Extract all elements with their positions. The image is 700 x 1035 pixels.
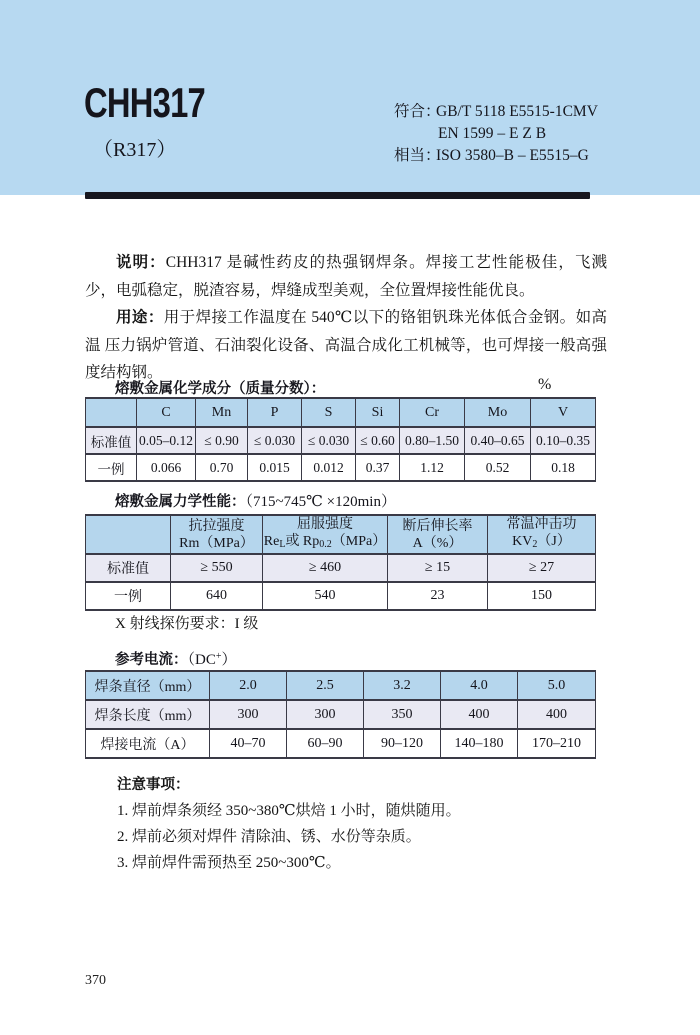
- text-segment: 2: [532, 539, 538, 550]
- table-row: [86, 700, 596, 729]
- paragraph-label: 说明：: [116, 254, 166, 271]
- table-cell: ≤ 0.60: [356, 427, 400, 454]
- column-header: [488, 515, 596, 554]
- current-table-title: [115, 648, 237, 669]
- column-header: Mn: [196, 398, 248, 427]
- table-row: [86, 671, 596, 700]
- table-cell: 0.015: [248, 454, 302, 481]
- table-row: [86, 554, 596, 582]
- text-segment: 0.2: [319, 539, 332, 550]
- text-segment: 或 Rp: [285, 534, 320, 549]
- mech-table-head: [86, 515, 596, 554]
- column-header: [388, 515, 488, 554]
- table-cell: ≤ 0.030: [248, 427, 302, 454]
- table-cell: 0.10–0.35: [531, 427, 596, 454]
- header-line-1: 抗拉强度: [188, 518, 245, 534]
- precaution-item: 2. 焊前必须对焊件 清除油、锈、水份等杂质。: [117, 829, 421, 845]
- row-label: 焊接电流（A）: [86, 729, 210, 758]
- chem-composition-table: [85, 397, 596, 482]
- standard-spec-value: EN 1599 – E Z B: [438, 125, 547, 142]
- text-segment: +: [215, 651, 222, 662]
- table-cell: 2.0: [210, 671, 287, 700]
- text-segment: L: [279, 539, 286, 550]
- standard-spec-row: [394, 123, 598, 145]
- standard-spec-label: [394, 123, 436, 145]
- standard-spec-value: GB/T 5118 E5515-1CMV: [436, 103, 598, 120]
- text-segment: A（%）: [412, 535, 463, 551]
- row-label: 标准值: [86, 427, 137, 454]
- text-segment: Re: [263, 534, 280, 549]
- table-cell: 5.0: [518, 671, 596, 700]
- chem-table-title: 熔敷金属化学成分（质量分数）：: [115, 381, 326, 397]
- text-segment: （MPa）: [331, 534, 387, 549]
- page-header: [0, 0, 700, 195]
- table-cell: 0.012: [302, 454, 356, 481]
- column-header: [86, 398, 137, 427]
- table-cell: ≥ 460: [263, 554, 388, 582]
- standard-spec-label: 符合：: [394, 103, 441, 120]
- table-cell: ≤ 0.030: [302, 427, 356, 454]
- header-line-1: 屈服强度: [297, 517, 353, 532]
- table-cell: 400: [518, 700, 596, 729]
- header-line-1: 常温冲击功: [506, 517, 577, 532]
- reference-current-table: [85, 670, 596, 759]
- header-line-2: [388, 535, 487, 552]
- table-cell: 300: [287, 700, 364, 729]
- header-line-2: [263, 533, 387, 553]
- standard-spec-label: 相当：: [394, 147, 441, 164]
- row-label: 一例: [86, 454, 137, 481]
- column-header: [86, 515, 171, 554]
- chem-table-head: [86, 398, 596, 427]
- table-cell: 23: [388, 582, 488, 610]
- precaution-item: 1. 焊前焊条须经 350~380℃烘焙 1 小时，随烘随用。: [117, 803, 461, 819]
- column-header: C: [137, 398, 196, 427]
- table-cell: 300: [210, 700, 287, 729]
- header-line-2: [488, 533, 595, 553]
- row-label: 焊条长度（mm）: [86, 700, 210, 729]
- column-header: [263, 515, 388, 554]
- table-row: [86, 454, 596, 481]
- table-row: [86, 398, 596, 427]
- table-row: [86, 427, 596, 454]
- standard-spec-row: [394, 101, 598, 123]
- description-paragraph: 说明：CHH317 是碱性药皮的热强钢焊条。焊接工艺性能极佳，飞溅少，电弧稳定，脱渣容易，焊缝成型美观，全位置焊接性能优良。: [85, 254, 607, 299]
- chem-table-body: [86, 427, 596, 481]
- header-divider-bar: [85, 192, 590, 199]
- table-row: [86, 515, 596, 554]
- table-cell: 0.05–0.12: [137, 427, 196, 454]
- product-code: CHH317: [84, 79, 205, 126]
- table-cell: 60–90: [287, 729, 364, 758]
- table-cell: 3.2: [364, 671, 441, 700]
- chem-table-unit: %: [538, 376, 552, 393]
- current-table-body: [86, 671, 596, 758]
- table-cell: 90–120: [364, 729, 441, 758]
- table-cell: 540: [263, 582, 388, 610]
- table-cell: 40–70: [210, 729, 287, 758]
- precautions-section: [117, 772, 461, 876]
- table-cell: ≥ 27: [488, 554, 596, 582]
- row-label: 标准值: [86, 554, 171, 582]
- description-section: [85, 249, 607, 387]
- standards-block: [394, 101, 598, 167]
- table-cell: 140–180: [441, 729, 518, 758]
- table-cell: 640: [171, 582, 263, 610]
- table-cell: 0.066: [137, 454, 196, 481]
- table-cell: 0.52: [465, 454, 531, 481]
- mech-title-text: 熔敷金属力学性能：: [115, 494, 246, 510]
- table-row: [86, 582, 596, 610]
- text-segment: （J）: [537, 534, 571, 549]
- column-header: V: [531, 398, 596, 427]
- table-cell: 170–210: [518, 729, 596, 758]
- table-cell: ≥ 550: [171, 554, 263, 582]
- standard-spec-row: [394, 145, 598, 167]
- product-alias: （R317）: [93, 139, 177, 161]
- current-title-note: [188, 652, 237, 668]
- row-label: 焊条直径（mm）: [86, 671, 210, 700]
- table-cell: 400: [441, 700, 518, 729]
- column-header: Mo: [465, 398, 531, 427]
- table-cell: 1.12: [400, 454, 465, 481]
- table-cell: 350: [364, 700, 441, 729]
- table-cell: 2.5: [287, 671, 364, 700]
- mech-table-title: [115, 490, 396, 511]
- table-row: [86, 729, 596, 758]
- column-header: Cr: [400, 398, 465, 427]
- standard-spec-value: ISO 3580–B – E5515–G: [436, 147, 589, 164]
- column-header: S: [302, 398, 356, 427]
- description-paragraph: 用途：用于焊接工作温度在 540℃以下的铬钼钒珠光体低合金钢。如高温 压力锅炉管道、石油裂化设备、高温合成化工机械等，也可焊接一般高强度结构钢。: [85, 309, 607, 381]
- table-cell: 0.18: [531, 454, 596, 481]
- column-header: [171, 515, 263, 554]
- xray-requirement-note: X 射线探伤要求：I 级: [115, 616, 259, 632]
- table-cell: 0.37: [356, 454, 400, 481]
- precautions-title: 注意事项：: [117, 777, 190, 793]
- table-cell: 0.40–0.65: [465, 427, 531, 454]
- table-cell: 150: [488, 582, 596, 610]
- table-cell: 0.70: [196, 454, 248, 481]
- mech-title-note: （715~745℃ ×120min）: [245, 494, 396, 510]
- text-segment: ）: [221, 652, 237, 668]
- mech-table-body: [86, 554, 596, 610]
- current-title-text: 参考电流：: [115, 652, 188, 668]
- header-line-1: 断后伸长率: [402, 518, 473, 534]
- column-header: Si: [356, 398, 400, 427]
- text-segment: （DC: [187, 652, 216, 668]
- precaution-item: 3. 焊前焊件需预热至 250~300℃。: [117, 855, 341, 871]
- mech-properties-table: [85, 514, 596, 611]
- column-header: P: [248, 398, 302, 427]
- table-cell: ≥ 15: [388, 554, 488, 582]
- precautions-list: [117, 798, 461, 876]
- header-line-2: [171, 535, 262, 552]
- table-cell: ≤ 0.90: [196, 427, 248, 454]
- paragraph-label: 用途：: [116, 309, 164, 326]
- text-segment: Rm（MPa）: [179, 535, 254, 551]
- text-segment: KV: [512, 534, 533, 549]
- page-number: 370: [85, 973, 106, 988]
- row-label: 一例: [86, 582, 171, 610]
- table-cell: 4.0: [441, 671, 518, 700]
- table-cell: 0.80–1.50: [400, 427, 465, 454]
